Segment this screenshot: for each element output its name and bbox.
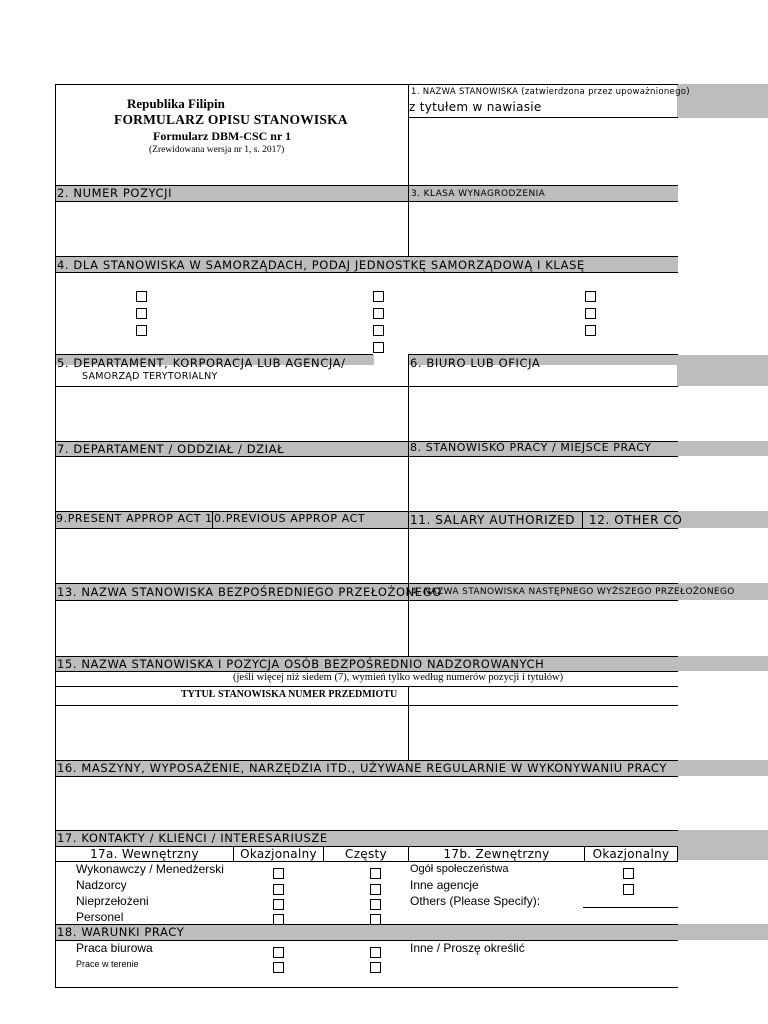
internal-contacts-header: 17a. Wewnętrzny bbox=[90, 847, 199, 861]
immediate-supervisor-field[interactable] bbox=[56, 601, 407, 655]
working-condition-item: Praca biurowa bbox=[76, 941, 153, 955]
lgu-checkbox[interactable] bbox=[373, 342, 384, 353]
internal-frequent-checkbox[interactable] bbox=[370, 868, 381, 879]
salary-grade-label: 3. KLASA WYNAGRODZENIA bbox=[411, 189, 546, 199]
supervised-items-field[interactable] bbox=[409, 706, 677, 759]
external-contact-item: Inne agencje bbox=[410, 878, 479, 892]
position-title-sublabel: z tytułem w nawiasie bbox=[409, 100, 542, 114]
lgu-checkbox[interactable] bbox=[585, 308, 596, 319]
external-contacts-header: 17b. Zewnętrzny bbox=[443, 847, 550, 861]
internal-occasional-checkbox[interactable] bbox=[273, 868, 284, 879]
other-conditions-label: Inne / Proszę określić bbox=[410, 941, 525, 955]
division-field[interactable] bbox=[56, 457, 407, 510]
lgu-checkbox[interactable] bbox=[373, 308, 384, 319]
position-title-field[interactable] bbox=[409, 119, 677, 184]
present-approp-label: 9.PRESENT APPROP ACT 1 bbox=[56, 512, 213, 525]
machines-equipment-field[interactable] bbox=[56, 777, 677, 829]
supervised-positions-label: 15. NAZWA STANOWISKA I POZYCJA OSÓB BEZPOŚREDNIO NADZOROWANYCH bbox=[57, 657, 545, 671]
next-higher-supervisor-label: 14. NAZWA STANOWISKA NASTĘPNEGO WYŻSZEGO PRZEŁOŻONEGO bbox=[405, 587, 735, 597]
working-condition-checkbox[interactable] bbox=[273, 962, 284, 973]
external-contact-item: Ogół społeczeństwa bbox=[410, 863, 509, 875]
form-title: FORMULARZ OPISU STANOWISKA bbox=[114, 112, 348, 127]
department-label: 5. DEPARTAMENT, KORPORACJA LUB AGENCJA/ bbox=[57, 356, 346, 370]
internal-contact-item: Nadzorcy bbox=[76, 878, 127, 892]
internal-frequent-checkbox[interactable] bbox=[370, 884, 381, 895]
country-name: Republika Filipin bbox=[127, 96, 225, 111]
supervised-positions-column-header: TYTUŁ STANOWISKA NUMER PRZEDMIOTU bbox=[181, 689, 398, 700]
other-contacts-specify-field[interactable] bbox=[583, 893, 677, 907]
item-number-field[interactable] bbox=[56, 202, 407, 255]
machines-equipment-label: 16. MASZYNY, WYPOSAŻENIE, NARZĘDZIA ITD., UŻYWANE REGULARNIE W WYKONYWANIU PRACY bbox=[57, 761, 667, 775]
bureau-office-field[interactable] bbox=[409, 387, 677, 440]
next-higher-supervisor-field[interactable] bbox=[409, 601, 677, 655]
lgu-checkbox[interactable] bbox=[373, 291, 384, 302]
immediate-supervisor-label: 13. NAZWA STANOWISKA BEZPOŚREDNIEGO PRZEŁOŻONEGO bbox=[57, 585, 442, 599]
supervised-positions-note: (jeśli więcej niż siedem (7), wymień tylko według numerów pozycji i tytułów) bbox=[233, 672, 564, 683]
lgu-checkbox[interactable] bbox=[136, 308, 147, 319]
internal-frequent-header: Częsty bbox=[345, 847, 387, 861]
supervised-positions-field[interactable] bbox=[56, 706, 407, 759]
internal-frequent-checkbox[interactable] bbox=[370, 899, 381, 910]
workstation-label: 8. STANOWISKO PRACY / MIEJSCE PRACY bbox=[410, 441, 652, 454]
lgu-checkbox[interactable] bbox=[373, 325, 384, 336]
external-occasional-checkbox[interactable] bbox=[623, 868, 634, 879]
working-condition-checkbox[interactable] bbox=[273, 947, 284, 958]
previous-approp-label: 0.PREVIOUS APPROP ACT bbox=[214, 512, 366, 525]
internal-contact-item: Personel bbox=[76, 910, 124, 924]
position-title-label: 1. NAZWA STANOWISKA (zatwierdzona przez upoważnionego) bbox=[411, 87, 690, 97]
lgu-checkbox[interactable] bbox=[585, 325, 596, 336]
lgu-checkbox[interactable] bbox=[585, 291, 596, 302]
external-occasional-header: Okazjonalny bbox=[592, 847, 670, 861]
lgu-checkbox[interactable] bbox=[136, 325, 147, 336]
lgu-checkbox[interactable] bbox=[136, 291, 147, 302]
internal-occasional-checkbox[interactable] bbox=[273, 914, 284, 925]
item-number-label: 2. NUMER POZYCJI bbox=[57, 186, 173, 200]
internal-occasional-checkbox[interactable] bbox=[273, 884, 284, 895]
external-contact-item: Others (Please Specify): bbox=[410, 894, 541, 908]
other-compensation-label: 12. OTHER CO bbox=[589, 513, 683, 527]
internal-contact-item: Wykonawczy / Menedżerski bbox=[76, 862, 224, 876]
internal-contact-item: Nieprzełożeni bbox=[76, 894, 149, 908]
department-field[interactable] bbox=[56, 387, 407, 440]
salary-authorized-field[interactable] bbox=[409, 529, 677, 582]
department-sublabel: SAMORZĄD TERYTORIALNY bbox=[82, 371, 218, 382]
internal-occasional-header: Okazjonalny bbox=[240, 847, 317, 861]
working-condition-checkbox[interactable] bbox=[370, 947, 381, 958]
contacts-label: 17. KONTAKTY / KLIENCI / INTERESARIUSZE bbox=[57, 831, 328, 845]
form-number: Formularz DBM-CSC nr 1 bbox=[153, 129, 292, 143]
salary-grade-field[interactable] bbox=[409, 202, 677, 255]
working-condition-item: Prace w terenie bbox=[76, 959, 139, 969]
internal-occasional-checkbox[interactable] bbox=[273, 899, 284, 910]
bureau-office-label: 6. BIURO LUB OFICJA bbox=[410, 356, 541, 370]
form-revision: (Zrewidowana wersja nr 1, s. 2017) bbox=[149, 145, 285, 155]
present-approp-field[interactable] bbox=[56, 529, 407, 582]
workstation-field[interactable] bbox=[409, 457, 677, 510]
internal-frequent-checkbox[interactable] bbox=[370, 914, 381, 925]
working-conditions-label: 18. WARUNKI PRACY bbox=[57, 925, 185, 939]
division-label: 7. DEPARTAMENT / ODDZIAŁ / DZIAŁ bbox=[57, 442, 285, 456]
working-condition-checkbox[interactable] bbox=[370, 962, 381, 973]
lgu-class-label: 4. DLA STANOWISKA W SAMORZĄDACH, PODAJ JEDNOSTKĘ SAMORZĄDOWĄ I KLASĘ bbox=[57, 258, 585, 272]
salary-authorized-label: 11. SALARY AUTHORIZED bbox=[410, 513, 576, 527]
